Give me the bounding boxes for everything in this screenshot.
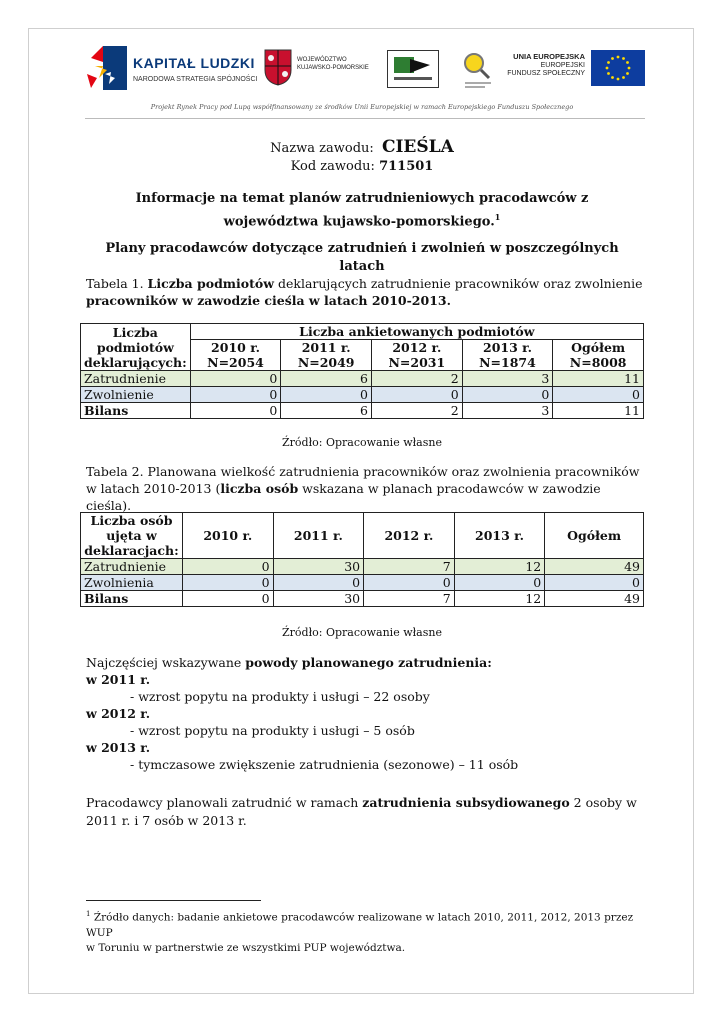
reasons-intro-pre: Najczęściej wskazywane	[86, 655, 246, 670]
table2-caption	[86, 463, 646, 514]
cell: 0	[273, 575, 364, 591]
col-year: 2013 r.	[483, 340, 532, 355]
table-row	[81, 591, 644, 607]
table1-col-header	[462, 340, 553, 371]
table2-col-header: 2013 r.	[454, 513, 545, 559]
occupation-name-label: Nazwa zawodu:	[270, 141, 374, 156]
table2-col-header: 2012 r.	[364, 513, 455, 559]
info-heading-text: Informacje na temat planów zatrudnieniowych pracodawców z województwa kujawsko-pomorskiego.	[135, 191, 589, 230]
reason-text: - wzrost popytu na produkty i usługi – 22 osoby	[130, 689, 430, 704]
cell: 0	[281, 387, 372, 403]
table1-corner-header: Liczba podmiotów deklarujących:	[81, 324, 191, 371]
table-row	[81, 575, 644, 591]
employment-reasons	[86, 654, 646, 773]
table1-caption-mid: deklarujących zatrudnienie pracowników oraz zwolnienie	[274, 276, 643, 291]
cell: 11	[553, 371, 644, 387]
magnifier-icon	[461, 50, 495, 92]
cell: 7	[364, 591, 455, 607]
table2	[80, 512, 644, 607]
cell: 0	[545, 575, 644, 591]
row-label: Zwolnienie	[81, 387, 191, 403]
table2-col-header: Ogółem	[545, 513, 644, 559]
col-n: N=2049	[297, 355, 355, 370]
table1-col-header	[281, 340, 372, 371]
table1-caption	[86, 275, 646, 309]
cell: 0	[183, 559, 274, 575]
cell: 0	[183, 575, 274, 591]
footnote	[86, 907, 646, 956]
occupation-code-value: 711501	[379, 159, 434, 174]
col-n: N=2031	[388, 355, 446, 370]
reasons-intro-bold: powody planowanego zatrudnienia:	[245, 655, 492, 670]
table1-caption-bold1: Liczba podmiotów	[147, 276, 274, 291]
subsidized-employment	[86, 794, 646, 830]
kapital-ludzki-logo	[85, 44, 260, 92]
footnote-separator	[86, 900, 261, 901]
cell: 0	[553, 387, 644, 403]
cell: 6	[281, 371, 372, 387]
col-year: 2010 r.	[211, 340, 260, 355]
table1-col-header	[372, 340, 463, 371]
rynek-pracy-pod-lupa-logo	[461, 50, 495, 92]
subsidized-bold: zatrudnienia subsydiowanego	[362, 795, 570, 810]
table2-col-header: 2010 r.	[183, 513, 274, 559]
table1-group-header: Liczba ankietowanych podmiotów	[190, 324, 643, 340]
cell: 7	[364, 559, 455, 575]
table2-caption-line2-pre: w latach 2010-2013 (	[86, 481, 221, 496]
row-label: Bilans	[81, 403, 191, 419]
cell: 12	[454, 559, 545, 575]
project-note: Projekt Rynek Pracy pod Lupą współfinansowany ze środków Unii Europejskiej w ramach Europejskiego Funduszu Społecznego	[150, 103, 574, 111]
row-label: Zatrudnienie	[81, 559, 183, 575]
cell: 0	[364, 575, 455, 591]
table1-source: Źródło: Opracowanie własne	[282, 436, 442, 449]
cell: 0	[372, 387, 463, 403]
table1-col-header	[190, 340, 281, 371]
cell: 6	[281, 403, 372, 419]
row-label: Bilans	[81, 591, 183, 607]
header-separator	[85, 118, 645, 119]
unia-europejska-logo	[505, 50, 645, 90]
cell: 0	[190, 387, 281, 403]
cell: 11	[553, 403, 644, 419]
col-year: Ogółem	[571, 340, 626, 355]
cell: 2	[372, 371, 463, 387]
reason-year: w 2011 r.	[86, 672, 151, 687]
cell: 0	[462, 387, 553, 403]
col-year: 2011 r.	[301, 340, 351, 355]
reasons-intro	[86, 654, 646, 671]
col-year: 2012 r.	[392, 340, 442, 355]
info-footnote-ref: 1	[494, 212, 501, 222]
table-row	[81, 559, 644, 575]
wojewodztwo-logo	[263, 48, 381, 88]
plans-heading: Plany pracodawców dotyczące zatrudnień i zwolnień w poszczególnych latach	[105, 241, 619, 274]
table2-header-row	[81, 513, 644, 559]
reason-year: w 2012 r.	[86, 706, 151, 721]
wojewodztwo-line2: KUJAWSKO-POMORSKIE	[297, 65, 369, 71]
wojewodztwo-text	[297, 56, 369, 72]
footnote-line1: Źródło danych: badanie ankietowe pracodawców realizowane w latach 2010, 2011, 2012, 2013 przez WUP	[86, 911, 634, 939]
wojewodztwo-shield-icon	[263, 48, 293, 86]
table1-col-header	[553, 340, 644, 371]
occupation-code-label: Kod zawodu:	[290, 159, 375, 174]
col-n: N=8008	[569, 355, 627, 370]
ue-line2: EUROPEJSKI	[540, 61, 585, 69]
cell: 0	[190, 371, 281, 387]
cell: 0	[454, 575, 545, 591]
table2-caption-line1: Tabela 2. Planowana wielkość zatrudnienia pracowników oraz zwolnienia pracowników	[86, 464, 640, 479]
reason-text: - tymczasowe zwiększenie zatrudnienia (sezonowe) – 11 osób	[130, 757, 519, 772]
cell: 0	[183, 591, 274, 607]
reason-text: - wzrost popytu na produkty i usługi – 5 osób	[130, 723, 415, 738]
row-label: Zatrudnienie	[81, 371, 191, 387]
cell: 49	[545, 591, 644, 607]
table-row	[81, 371, 644, 387]
table1-caption-bold2: pracowników w zawodzie cieśla w latach 2010-2013.	[86, 293, 451, 308]
ue-line1: UNIA EUROPEJSKA	[513, 52, 585, 61]
cell: 49	[545, 559, 644, 575]
col-n: N=2054	[207, 355, 264, 370]
reason-year: w 2013 r.	[86, 740, 151, 755]
footnote-ref: 1	[86, 910, 91, 918]
table2-source: Źródło: Opracowanie własne	[282, 626, 442, 639]
ue-text	[507, 53, 585, 79]
cell: 2	[372, 403, 463, 419]
table-row	[81, 387, 644, 403]
eu-flag-icon	[591, 50, 645, 86]
subsidized-pre: Pracodawcy planowali zatrudnić w ramach	[86, 795, 363, 810]
wup-torun-logo	[387, 50, 439, 88]
wup-arrow-icon	[388, 51, 438, 87]
table2-caption-line2-post: wskazana w planach pracodawców w zawodzie cieśla).	[86, 481, 601, 513]
kapital-ludzki-title: KAPITAŁ LUDZKI	[133, 55, 255, 71]
cell: 30	[273, 591, 364, 607]
occupation-name-row	[0, 137, 724, 157]
table2-caption-line2-bold: liczba osób	[220, 481, 299, 496]
cell: 3	[462, 403, 553, 419]
cell: 12	[454, 591, 545, 607]
kapital-ludzki-subtitle: NARODOWA STRATEGIA SPÓJNOŚCI	[133, 76, 258, 83]
table2-col-header: 2011 r.	[273, 513, 364, 559]
wojewodztwo-line1: WOJEWÓDZTWO	[297, 57, 347, 63]
header-logos	[85, 40, 645, 96]
ue-line3: FUNDUSZ SPOŁECZNY	[507, 70, 585, 77]
col-n: N=1874	[479, 355, 536, 370]
table2-corner-header: Liczba osób ujęta w deklaracjach:	[81, 513, 183, 559]
kapital-ludzki-star-icon	[85, 44, 129, 92]
footnote-line2: w Toruniu w partnerstwie ze wszystkimi PUP województwa.	[86, 941, 406, 954]
subsidized-post: 2 osoby w 2011 r. i 7 osób w 2013 r.	[86, 795, 637, 828]
table1	[80, 323, 644, 419]
occupation-name-value: CIEŚLA	[381, 137, 454, 157]
cell: 3	[462, 371, 553, 387]
table1-header-row1	[81, 324, 644, 340]
row-label: Zwolnienia	[81, 575, 183, 591]
cell: 30	[273, 559, 364, 575]
info-heading	[90, 190, 634, 231]
cell: 0	[190, 403, 281, 419]
table1-caption-prefix: Tabela 1.	[86, 276, 148, 291]
occupation-code-row	[0, 159, 724, 174]
table-row	[81, 403, 644, 419]
